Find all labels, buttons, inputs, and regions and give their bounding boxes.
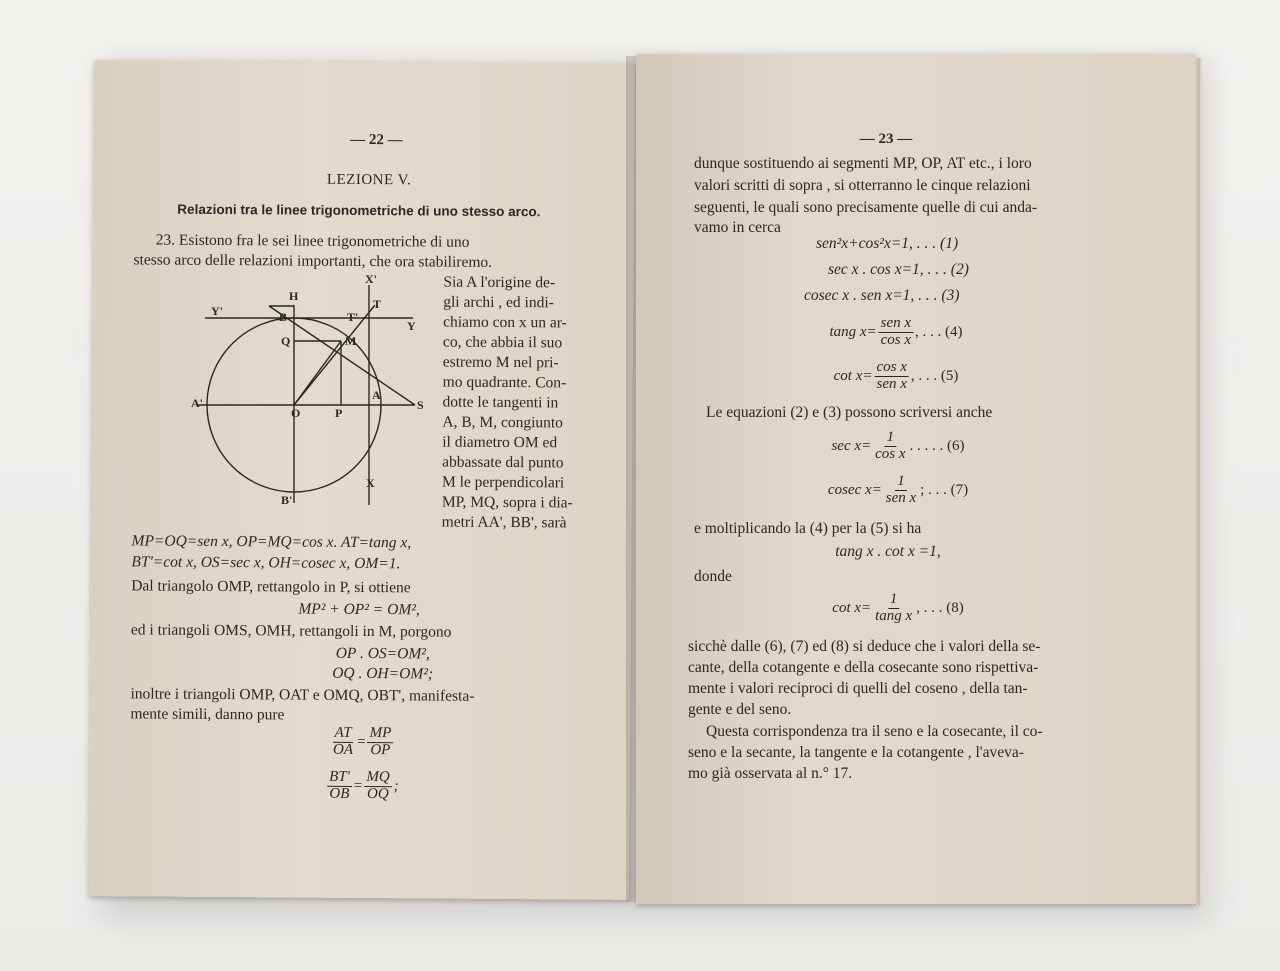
equation-8: cot x= $\frac{1}{\text{tang x}}$ , . . . (8) (832, 591, 964, 624)
equation-7: cosec x= 1 sen x ; . . . (7) (827, 473, 969, 506)
proportion-1: $\frac{AT}{OA}$ = $\frac{MP}{OP}$ (332, 724, 392, 758)
svg-text:X: X (366, 476, 375, 490)
page-number: — 23 — (859, 131, 913, 147)
text-line: il diametro OM ed (442, 433, 558, 452)
proportion-2: $\frac{BT'}{OB}$ = $\frac{MQ}{OQ}$ ; (325, 770, 399, 803)
svg-text:B: B (279, 310, 288, 324)
text-line: cante, della cotangente e della cosecante sono rispettiva- (688, 659, 1039, 676)
line-ot (294, 305, 375, 405)
text-line: mente simili, danno pure (130, 705, 285, 724)
text-line: mo quadrante. Con- (442, 373, 567, 392)
tangent-at-m (269, 306, 415, 405)
text-line: gente e del seno. (688, 701, 792, 718)
text-line: 23. Esistono fra le sei linee trigonometriche di uno (155, 231, 470, 251)
equation-5: cot x= cos x sen x , . . . (5) (833, 359, 959, 392)
text-line: M le perpendicolari (441, 473, 565, 492)
equation-6: sec x= $\frac{1}{\text{cos x}}$ . . . . . (6) (831, 429, 965, 462)
equation: MP² + OP² = OM², (298, 600, 420, 619)
svg-text:Q: Q (281, 334, 291, 348)
text-line: sicchè dalle (6), (7) ed (8) si deduce che i valori della se- (688, 638, 1041, 655)
svg-text:B': B' (281, 493, 293, 507)
text-line: gli archi , ed indi- (443, 293, 554, 312)
trig-circle-figure (185, 275, 455, 515)
text-line: mo già osservata al n.° 17. (688, 765, 853, 782)
svg-text:A': A' (191, 396, 203, 410)
text-line: chiamo con x un ar- (443, 313, 567, 332)
svg-text:A: A (372, 388, 381, 402)
svg-text:Y': Y' (211, 304, 223, 318)
svg-text:X': X' (365, 275, 377, 286)
text-line: Dal triangolo OMP, rettangolo in P, si ottiene (131, 577, 411, 597)
equation: OP . OS=OM², (335, 644, 430, 663)
text-line: MP=OQ=sen x, OP=MQ=cos x. AT=tang x, (131, 532, 412, 552)
lesson-title: LEZIONE V. (326, 171, 412, 189)
text-line: ed i triangoli OMS, OMH, rettangoli in M, porgono (130, 621, 452, 641)
svg-text:M: M (345, 334, 357, 348)
text-line: mente i valori reciproci di quelli del coseno , della tan- (688, 680, 1028, 697)
text-line: co, che abbia il suo (442, 333, 563, 352)
svg-text:H: H (289, 289, 299, 303)
text-line: BT'=cot x, OS=sec x, OH=cosec x, OM=1. (131, 553, 401, 573)
equation-1: sen²x+cos²x=1, . . . (1) (816, 235, 959, 252)
text-line: A, B, M, congiunto (442, 413, 564, 432)
text-line: vamo in cerca (694, 219, 781, 236)
text-line: abbassate dal punto (442, 453, 564, 472)
equation-3: cosec x . sen x=1, . . . (3) (804, 287, 960, 304)
text-line: seguenti, le quali sono precisamente quelle di cui anda- (694, 199, 1038, 216)
equation: OQ . OH=OM²; (332, 664, 434, 683)
text-line: e moltiplicando la (4) per la (5) si ha (694, 520, 922, 537)
equation-4: tang x= sen x cos x , . . . (4) (829, 315, 963, 348)
svg-text:P: P (335, 406, 343, 420)
text-line: Sia A l'origine de- (443, 273, 556, 292)
text-line: metri AA', BB', sarà (441, 513, 567, 532)
text-line: valori scritti di sopra , si otterranno le cinque relazioni (694, 177, 1031, 194)
equation-2: sec x . cos x=1, . . . (2) (828, 261, 969, 278)
text-line: MP, MQ, sopra i dia- (441, 493, 573, 512)
text-line: Questa corrispondenza tra il seno e la cosecante, il co- (706, 723, 1043, 740)
equation: tang x . cot x =1, (835, 543, 941, 560)
svg-text:T': T' (347, 310, 359, 324)
svg-text:O: O (291, 406, 301, 420)
svg-text:T: T (373, 297, 382, 311)
svg-text:Y: Y (407, 319, 416, 333)
text-line: stesso arco delle relazioni importanti, che ora stabiliremo. (133, 251, 493, 271)
text-line: Le equazioni (2) e (3) possono scriversi anche (706, 404, 993, 421)
section-heading: Relazioni tra le linee trigonometriche di uno stesso arco. (177, 201, 541, 220)
text-line: dotte le tangenti in (442, 393, 559, 412)
right-page (636, 54, 1196, 904)
text-line: donde (694, 568, 732, 585)
text-line: seno e la secante, la tangente e la cotangente , l'aveva- (688, 744, 1024, 761)
text-line: inoltre i triangoli OMP, OAT e OMQ, OBT', manifesta- (130, 685, 475, 705)
page-number: — 22 — (350, 131, 403, 149)
svg-text:S: S (417, 398, 424, 412)
text-line: estremo M nel pri- (442, 353, 559, 372)
text-line: dunque sostituendo ai segmenti MP, OP, AT etc., i loro (694, 155, 1032, 172)
